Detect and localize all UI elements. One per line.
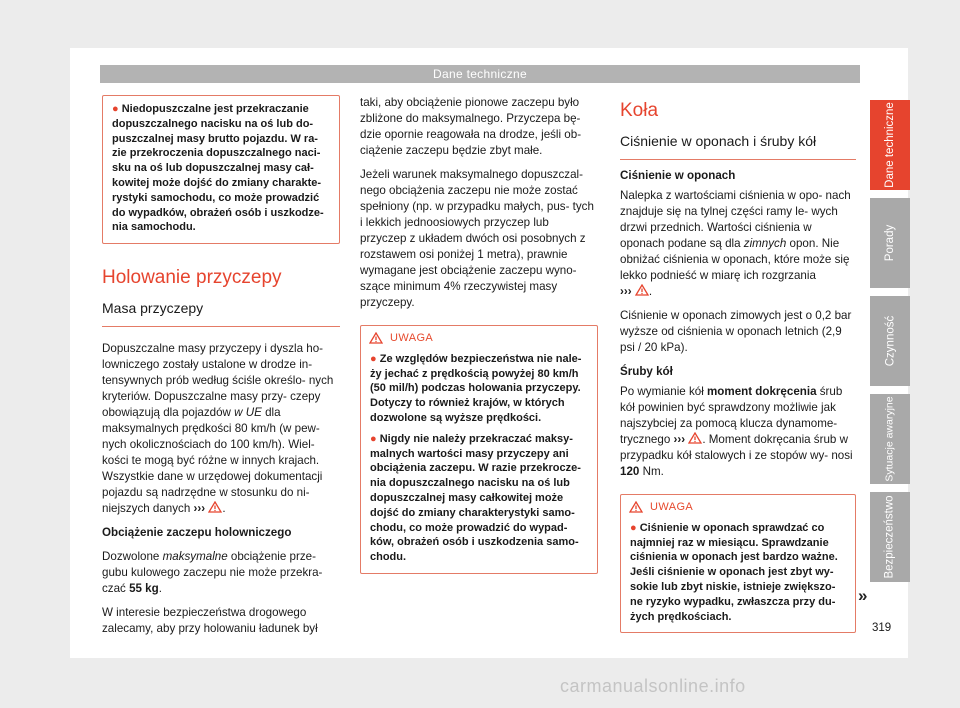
warning-header: UWAGA [629, 500, 847, 515]
heading-wheel-bolts: Śruby kół [620, 365, 673, 378]
section-title-trailer: Holowanie przyczepy [102, 267, 282, 289]
paragraph-hitch-load: Dozwolone maksymalne obciążenie prze- gubu kulowego zaczepu nie może przekra- czać 55 kg. [102, 550, 323, 596]
column-middle [360, 95, 598, 574]
warning-header: UWAGA [369, 331, 589, 346]
paragraph-safety-load: W interesie bezpieczeństwa drogowego zalecamy, aby przy holowaniu ładunek był [102, 606, 318, 636]
page-number: 319 [872, 622, 892, 634]
paragraph-vertical-load: taki, aby obciążenie pionowe zaczepu było zbliżone do maksymalnego. Przyczepa bę- dzie opornie reagowała na drodze, jeśli ob- ciążenie zaczepu będzie zbyt małe. [360, 96, 582, 157]
warning-triangle-icon [688, 432, 702, 444]
warning-box-trailer [360, 325, 598, 574]
warning-triangle-icon [208, 501, 222, 513]
reference-arrows[interactable]: ››› [673, 433, 686, 446]
watermark: carmanualsonline.info [560, 676, 746, 696]
warning-box-tyres [620, 494, 856, 633]
bullet-icon: ● [370, 432, 377, 445]
bullet-icon: ● [370, 352, 377, 365]
tab-sytuacje-awaryjne[interactable]: Sytuacje awaryjne [870, 394, 910, 484]
next-page-arrow[interactable]: » [858, 586, 868, 605]
tab-bezpieczenstwo[interactable]: Bezpieczeństwo [870, 492, 910, 582]
warning-item: ● Ciśnienie w oponach sprawdzać co najmniej raz w miesiącu. Sprawdzanie ciśnienia w oponach jest bardzo ważne. Jeśli ciśnienie w oponach jest zbyt wy- sokie lub zbyt niskie, istnieje zwiększo- ne ryzyko wypadku, zwłaszcza przy du- żych prędkościach. [630, 521, 838, 623]
warning-box-axle-load [102, 95, 340, 244]
paragraph-wheel-bolts: Po wymianie kół moment dokręcenia śrub kół powinien być sprawdzony możliwie jak najszybciej za pomocą klucza dynamome- trycznego ››› . Moment dokręcania śrub w przypadku kół stalowych i ze stopów wy- nosi 120 Nm. [620, 385, 853, 478]
subsection-title-tyre-pressure: Ciśnienie w oponach i śruby kół [620, 131, 856, 160]
paragraph-winter-tyres: Ciśnienie w oponach zimowych jest o 0,2 bar wyższe od ciśnienia w oponach letnich (2,9 psi / 20 kPa). [620, 309, 852, 354]
warning-item: ● Ze względów bezpieczeństwa nie nale- ży jechać z prędkością powyżej 80 km/h (50 mil/h) podczas holowania przyczepy. Dotyczy to również krajów, w których dozwolone są wyższe prędkości. [370, 352, 582, 424]
paragraph-trailer-mass: Dopuszczalne masy przyczepy i dyszla ho- lowniczego zostały ustalone w drodze in- tensywnych prób według ściśle określo- nych kryteriów. Dopuszczalne masy przy- czepy obowiązują dla pojazdów w UE dla maksymalnych prędkości 80 km/h (w pew- nych okolicznościach do 100 km/h). Wiel- kości te mogą być różne w innych krajach. Wszystkie dane w urzędowej dokumentacji pojazdu są nadrzędne w stosunku do ni- niejszych danych ››› . [102, 342, 334, 516]
column-left [102, 95, 340, 637]
tab-porady[interactable]: Porady [870, 198, 910, 288]
paragraph-tyre-pressure: Nalepka z wartościami ciśnienia w opo- nach znajduje się na tylnej części ramy le- wych drzwi przednich. Wartości ciśnienia w oponach podane są dla zimnych opon. Nie obniżać ciśnienia w oponach, które może się lekko podnieść w miarę ich rozgrzania ››› . [620, 189, 851, 298]
paragraph-minimum-load: Jeżeli warunek maksymalnego dopuszczal- nego obciążenia zaczepu nie może zostać spełniony (np. w przypadku małych, pus- tych i lekkich jednoosiowych przyczep lub przyczep z układem dwóch osi posobnych z rozstawem osi poniżej 1 metra), prawnie wymagane jest obciążenie zaczepu wyno- szące minimum 4% rzeczywistej masy przyczepy. [360, 168, 594, 309]
section-title-wheels: Koła [620, 100, 659, 121]
tab-czynnosc[interactable]: Czynność [870, 296, 910, 386]
heading-tyre-pressure: Ciśnienie w oponach [620, 169, 736, 182]
warning-item: ● Niedopuszczalne jest przekraczanie dopuszczalnego nacisku na oś lub do- puszczalnej masy brutto pojazdu. W ra- zie przekroczenia dopuszczalnego naci- sku na oś lub dopuszczalnej masy cał- kowitej może dojść do zmiany charakte- rystyki samochodu, co może prowadzić do wypadków, obrażeń osób i uszkodze- nia samochodu. [112, 103, 324, 234]
bullet-icon: ● [112, 103, 119, 115]
bullet-icon: ● [630, 521, 637, 534]
reference-arrows[interactable]: ››› [620, 285, 632, 298]
heading-hitch-load: Obciążenie zaczepu holowniczego [102, 526, 292, 540]
warning-item: ● Nigdy nie należy przekraczać maksy- malnych wartości masy przyczepy ani obciążenia zaczepu. W razie przekrocze- nia dopuszczalnego nacisku na oś lub dopuszczalnej masy całkowitej może dojść do zmiany charakterystyki samo- chodu, co może prowadzić do wypad- ków, obrażeń osób i uszkodzenia samo- chodu. [370, 432, 581, 564]
warning-triangle-icon [369, 332, 383, 344]
tab-dane-techniczne[interactable]: Dane techniczne [870, 100, 910, 190]
subsection-title-trailer-mass: Masa przyczepy [102, 298, 340, 327]
column-right [620, 95, 856, 633]
warning-triangle-icon [629, 501, 643, 513]
reference-arrows[interactable]: ››› [193, 502, 206, 516]
warning-triangle-icon [635, 284, 649, 296]
page-header: Dane techniczne [100, 65, 860, 83]
